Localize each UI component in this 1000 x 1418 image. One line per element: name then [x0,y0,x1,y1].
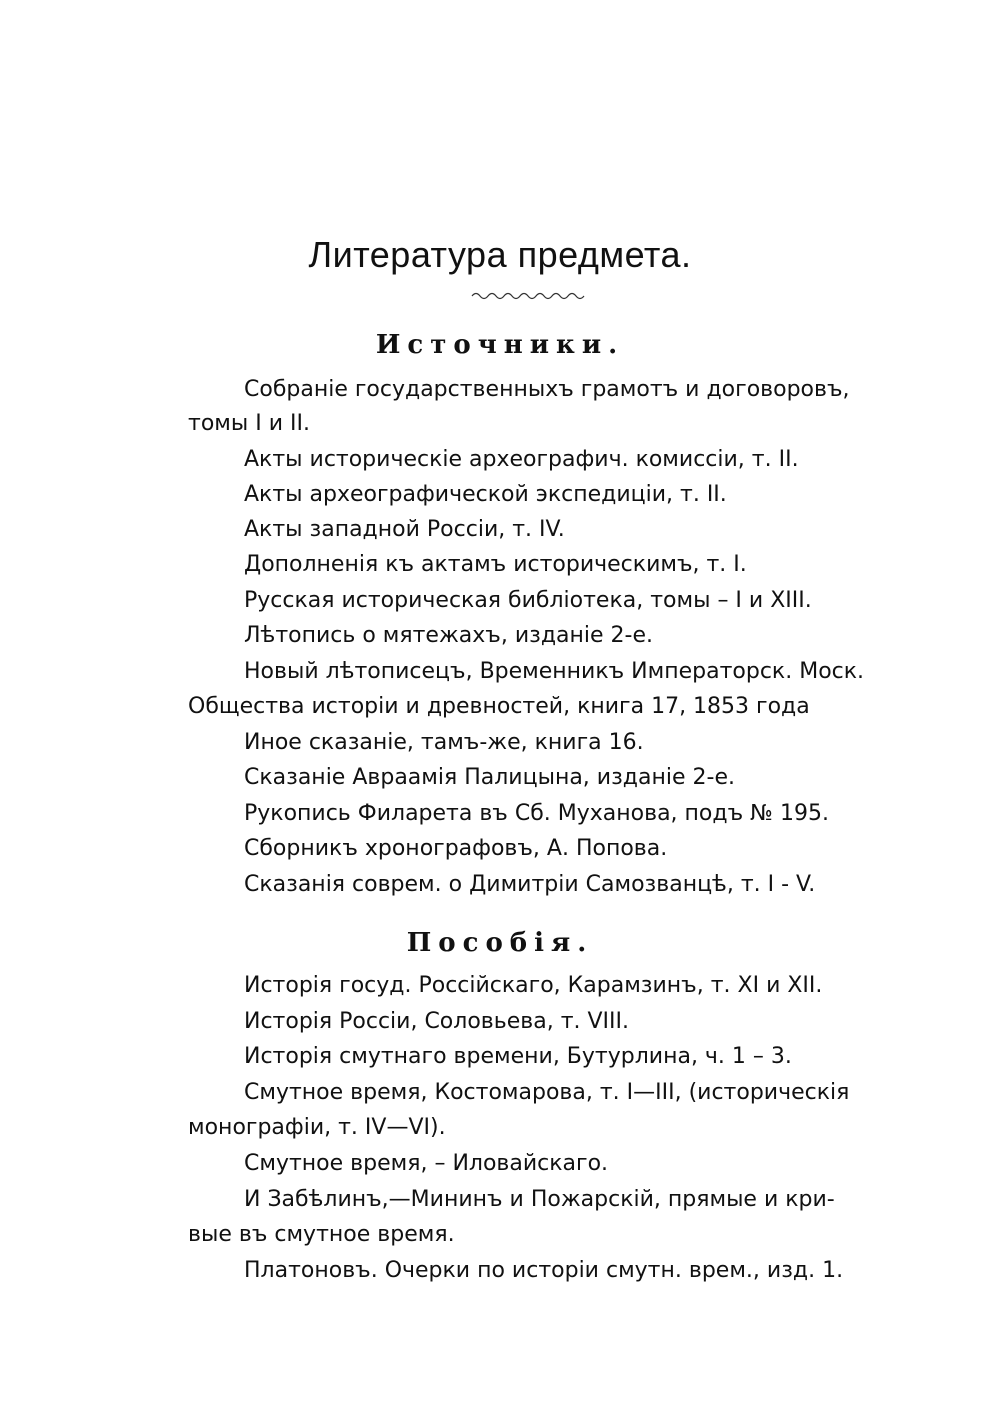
source-line: Лѣтопись о мятежахъ, изданіе 2-е. [244,623,653,648]
aid-line: монографіи, т. IV—VI). [188,1115,446,1140]
aid-line: Исторія госуд. Россійскаго, Карамзинъ, т. XI и XII. [244,973,823,998]
aids-heading: Пособія. [406,928,594,958]
source-line: Собраніе государственныхъ грамотъ и договоровъ, [244,377,850,402]
source-line: томы I и II. [188,411,310,436]
aid-line: Исторія смутнаго времени, Бутурлина, ч. 1 – 3. [244,1044,792,1069]
ornament-divider [470,288,590,302]
source-line: Новый лѣтописецъ, Временникъ Императорск. Моск. [244,659,865,684]
source-line: Сказанія соврем. о Димитріи Самозванцѣ, т. I - V. [244,872,816,897]
aid-line: Платоновъ. Очерки по исторіи смутн. врем., изд. 1. [244,1258,844,1283]
aid-line: Смутное время, – Иловайскаго. [244,1151,609,1176]
source-line: Акты археографической экспедиціи, т. II. [244,482,727,507]
source-line: Общества исторіи и древностей, книга 17, 1853 года [188,694,810,719]
aid-line: Исторія Россіи, Соловьева, т. VIII. [244,1009,629,1034]
source-line: Акты историческіе археографич. комиссіи, т. II. [244,447,799,472]
page-title: Литература предмета. [308,234,692,275]
source-line: Дополненія къ актамъ историческимъ, т. I. [244,552,747,577]
aid-line: И Забѣлинъ,—Mининъ и Пожарскій, прямые и кри- [244,1187,835,1212]
sources-heading: Источники. [375,330,625,360]
source-line: Акты западной Россіи, т. IV. [244,517,565,542]
source-line: Сборникъ хронографовъ, А. Попова. [244,836,668,861]
source-line: Иное сказаніе, тамъ-же, книга 16. [244,730,644,755]
aid-line: Смутное время, Костомарова, т. I—III, (историческія [244,1080,850,1105]
source-line: Русская историческая библіотека, томы – I и XIII. [244,588,812,613]
source-line: Сказаніе Авраамія Палицына, изданіе 2-е. [244,765,735,790]
source-line: Рукопись Филарета въ Сб. Муханова, подъ № 195. [244,801,829,826]
aid-line: вые въ смутное время. [188,1222,455,1247]
